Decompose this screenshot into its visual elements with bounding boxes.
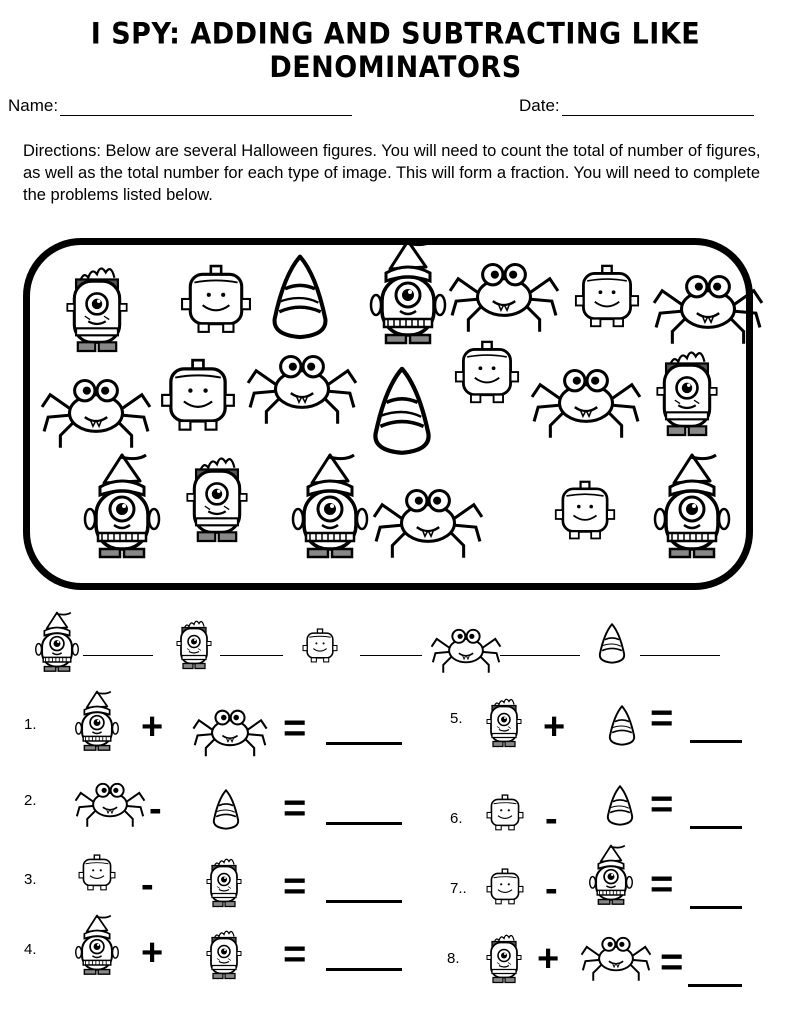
- pumpkin-frank-icon: [554, 480, 616, 542]
- problem-4-number: 4.: [24, 941, 37, 958]
- problem-8-equals: =: [660, 940, 684, 984]
- problem-6-equals: =: [650, 782, 674, 826]
- spider-icon: [74, 776, 146, 828]
- problem-1-operator: +: [141, 706, 164, 748]
- candy-corn-icon: [602, 784, 638, 828]
- problem-4-equals: =: [283, 932, 307, 976]
- frank-monster-icon: [182, 452, 252, 548]
- problem-2-number: 2.: [24, 792, 37, 809]
- problem-1-equals: =: [283, 706, 307, 750]
- pumpkin-frank-icon: [78, 854, 116, 892]
- pumpkin-frank-icon: [486, 794, 524, 832]
- frank-monster-icon: [484, 930, 524, 988]
- problem-5-number: 5.: [450, 710, 463, 727]
- spider-icon: [530, 358, 642, 440]
- candy-corn-icon: [265, 252, 335, 344]
- candy-corn-icon: [604, 704, 640, 748]
- date-field[interactable]: [562, 115, 754, 116]
- problem-3-equals: =: [283, 864, 307, 908]
- problem-1-answer[interactable]: [326, 742, 402, 745]
- problem-7-operator: -: [545, 868, 558, 910]
- directions-text: Directions: Below are several Halloween figures. You will need to count the total of number of figures, as well as the total number for each type of image. This will form a fraction. You will need to complete the problems listed below.: [23, 142, 761, 204]
- hat-monster-icon: [368, 234, 448, 354]
- hat-monster-icon: [82, 448, 162, 568]
- spider-icon: [652, 264, 764, 346]
- spider-icon: [40, 368, 152, 450]
- problem-3-number: 3.: [24, 871, 37, 888]
- problem-7-equals: =: [650, 862, 674, 906]
- problem-5-operator: +: [543, 706, 566, 748]
- problem-3-operator: -: [141, 864, 154, 906]
- problem-5-answer[interactable]: [690, 740, 742, 743]
- page-title: I SPY: ADDING AND SUBTRACTING LIKE DENOMINATORS: [90, 17, 701, 85]
- spider-icon: [430, 622, 502, 674]
- problem-8-number: 8.: [447, 950, 460, 967]
- problem-7-number: 7..: [450, 880, 467, 897]
- problem-3-answer[interactable]: [326, 900, 402, 903]
- problem-2-equals: =: [283, 786, 307, 830]
- spider-icon: [448, 252, 560, 334]
- frank-monster-icon: [174, 616, 214, 674]
- frank-monster-icon: [62, 262, 132, 358]
- spider-icon: [192, 702, 268, 758]
- hat-monster-icon: [290, 448, 370, 568]
- frank-monster-icon: [484, 694, 524, 752]
- spider-count-blank[interactable]: [500, 655, 580, 656]
- problem-6-answer[interactable]: [690, 826, 742, 829]
- pumpkin-frank-icon: [180, 264, 252, 336]
- spider-icon: [372, 478, 484, 560]
- spider-icon: [246, 344, 358, 426]
- candy-corn-icon: [208, 788, 244, 832]
- problem-6-operator: -: [545, 798, 558, 840]
- date-label: Date:: [519, 96, 560, 115]
- hat-monster-icon: [588, 842, 634, 910]
- hat-monster-icon: [652, 448, 732, 568]
- hat-monster-icon: [74, 912, 120, 980]
- pumpkin-frank-icon: [302, 628, 338, 664]
- problem-4-answer[interactable]: [326, 968, 402, 971]
- pumpkin-frank-icon: [160, 358, 236, 434]
- name-field[interactable]: [60, 115, 352, 116]
- problem-8-answer[interactable]: [688, 984, 742, 987]
- problem-2-answer[interactable]: [326, 822, 402, 825]
- hat-monster-icon: [34, 608, 80, 678]
- problem-7-answer[interactable]: [690, 906, 742, 909]
- problem-8-operator: +: [537, 938, 560, 980]
- frank-monster-icon: [204, 854, 244, 912]
- pumpkin-frank-icon: [486, 868, 524, 906]
- problem-5-equals: =: [650, 696, 674, 740]
- frank-monster-count-blank[interactable]: [220, 655, 283, 656]
- problem-1-number: 1.: [24, 716, 37, 733]
- candy-corn-count-blank[interactable]: [640, 655, 720, 656]
- pumpkin-frank-icon: [454, 340, 520, 406]
- hat-monster-count-blank[interactable]: [83, 655, 153, 656]
- pumpkin-count-blank[interactable]: [360, 655, 422, 656]
- name-label: Name:: [8, 96, 59, 115]
- problem-4-operator: +: [141, 932, 164, 974]
- hat-monster-icon: [74, 688, 120, 756]
- pumpkin-frank-icon: [574, 264, 640, 330]
- spider-icon: [580, 930, 652, 982]
- frank-monster-icon: [204, 926, 244, 984]
- frank-monster-icon: [652, 346, 722, 442]
- problem-2-operator: -: [149, 788, 162, 830]
- candy-corn-icon: [594, 622, 630, 666]
- problem-6-number: 6.: [450, 810, 463, 827]
- candy-corn-icon: [366, 364, 438, 460]
